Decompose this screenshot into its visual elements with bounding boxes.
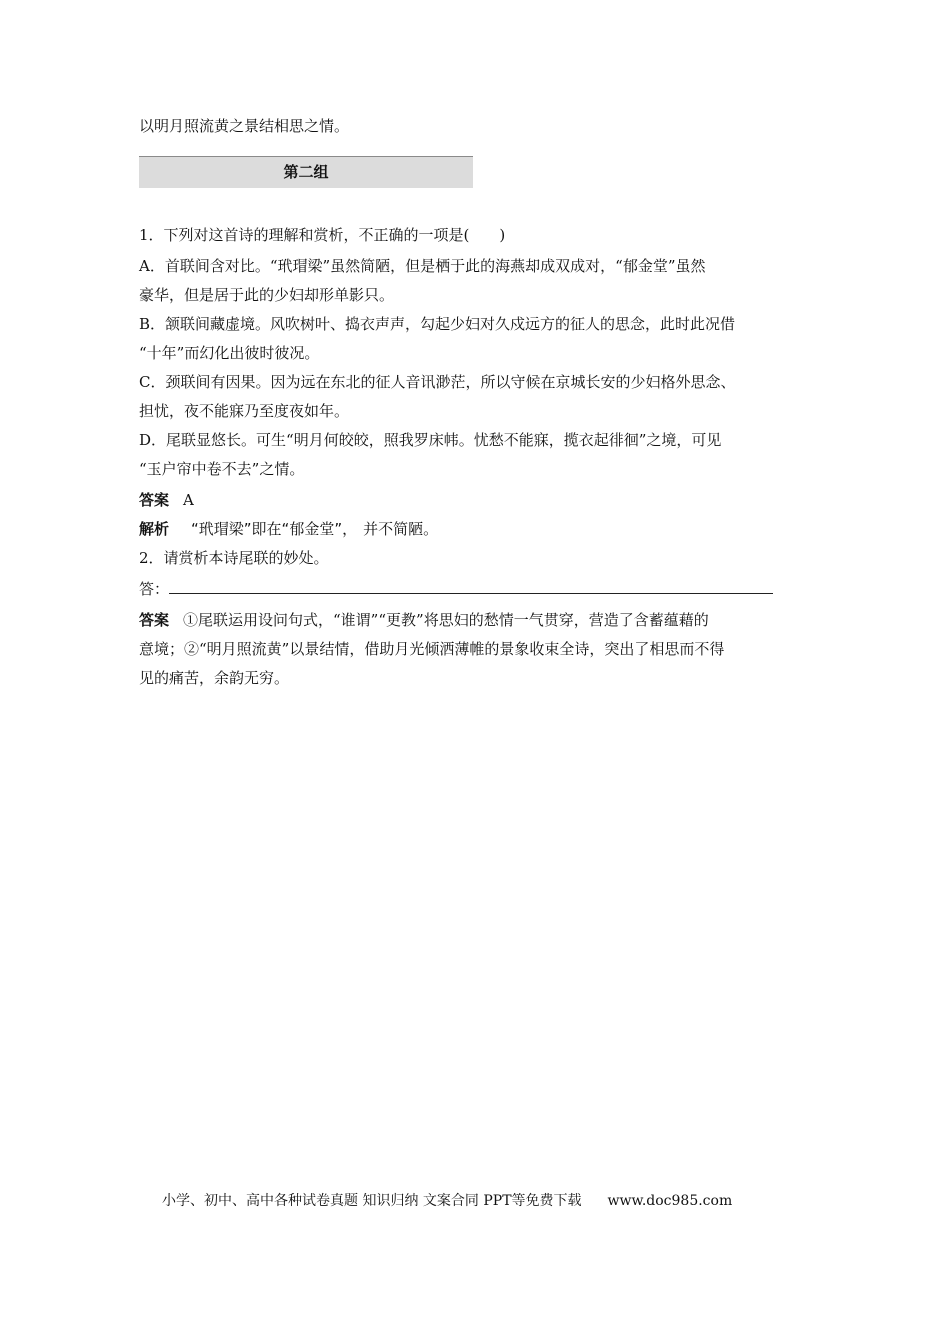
question-2-answer-line-2: 意境；②“明月照流黄”以景结情，借助月光倾洒薄帷的景象收束全诗，突出了相思而不得: [139, 640, 725, 658]
intro-line: 以明月照流黄之景结相思之情。: [139, 117, 350, 135]
question-1-stem: 1．下列对这首诗的理解和赏析，不正确的一项是( ): [139, 226, 506, 244]
analysis-text: “玳瑁梁”即在“郁金堂”，: [191, 520, 358, 538]
option-d-line-2: “玉户帘中卷不去”之情。: [139, 460, 305, 478]
answer-prompt: 答：: [139, 580, 170, 598]
option-a-line-2: 豪华，但是居于此的少妇却形单影只。: [139, 286, 395, 304]
question-2-answer-area: [139, 579, 773, 599]
page-footer: [162, 1191, 732, 1211]
group-heading: 第二组: [139, 156, 473, 188]
question-1-analysis: [139, 519, 438, 539]
option-c-line-2: 担忧，夜不能寐乃至度夜如年。: [139, 402, 350, 420]
option-c-line-1: C．颈联间有因果。因为远在东北的征人音讯渺茫，所以守候在京城长安的少妇格外思念、: [139, 373, 736, 391]
answer-value: A: [183, 491, 194, 509]
option-a-line-1: A．首联间含对比。“玳瑁梁”虽然简陋，但是栖于此的海燕却成双成对，“郁金堂”虽然: [139, 257, 706, 275]
footer-site-link[interactable]: www.doc985.com: [607, 1193, 733, 1209]
question-1-answer: [139, 490, 194, 510]
question-2-answer-line-3: 见的痛苦，余韵无穷。: [139, 669, 290, 687]
analysis-label: 解析: [139, 520, 170, 538]
question-2-answer-line-1: [139, 610, 709, 630]
question-2-stem: 2．请赏析本诗尾联的妙处。: [139, 549, 329, 567]
analysis-text-2: 并不简陋。: [363, 520, 439, 538]
option-d-line-1: D．尾联显悠长。可生“明月何皎皎，照我罗床帏。忧愁不能寐，揽衣起徘徊”之境，可见: [139, 431, 722, 449]
answer-text-line-1: ①尾联运用设问句式，“谁谓”“更教”将思妇的愁情一气贯穿，营造了含蓄蕴藉的: [183, 611, 709, 629]
answer-label: 答案: [139, 611, 170, 629]
option-b-line-1: B．颔联间藏虚境。风吹树叶、捣衣声声，勾起少妇对久戍远方的征人的思念，此时此况借: [139, 315, 736, 333]
answer-blank-line[interactable]: [169, 580, 773, 594]
answer-label: 答案: [139, 491, 170, 509]
footer-text: 小学、初中、高中各种试卷真题 知识归纳 文案合同 PPT等免费下载: [162, 1193, 582, 1209]
option-b-line-2: “十年”而幻化出彼时彼况。: [139, 344, 320, 362]
